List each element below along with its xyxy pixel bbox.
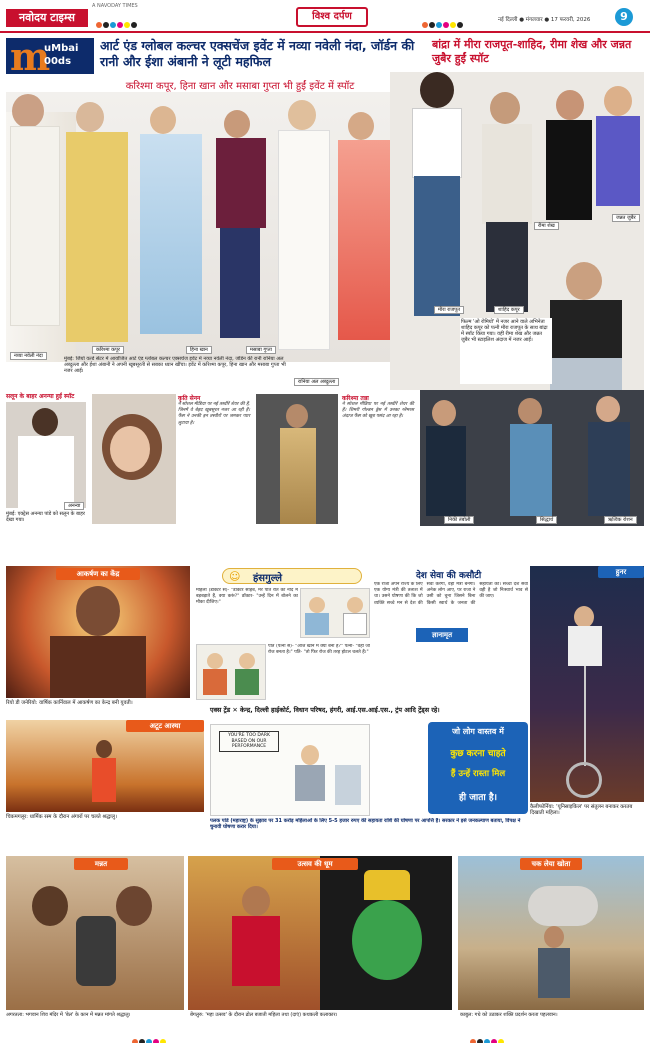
karishma-name: करिश्मा तन्ना [342, 395, 369, 402]
lead-photo-strip [6, 92, 424, 362]
karishma-photo [256, 394, 338, 524]
mumbai-badge: m uMbai 00ds [6, 38, 94, 74]
cartoon-headline: एक्स ट्रेंड ✕ केन्द्र, दिल्ली हाईकोर्ट, विधान परिषद, हंगरी, आई.एस.आई.एस., ट्रंप आदि ट्रेंड्स रहे। [210, 706, 440, 714]
lead-subhead: करिश्मा कपूर, हिना खान और मसाबा गुप्ता भी हुईं इवेंट में स्पॉट [125, 81, 355, 92]
masthead [0, 0, 650, 33]
bottom-color-dots [132, 1030, 167, 1043]
carnival-photo [6, 566, 190, 698]
page-number: 9 [615, 8, 633, 26]
cartoon-drawing [210, 724, 370, 816]
ananya-caption: मुंबई: एक्ट्रेस अनन्या पांडे को सलून के बाहर देखा गया। [6, 511, 85, 523]
hunar-caption: कैलीफोर्निया: 'यूनिसाइकिल' पर संतुलन बनाकर करतब दिखाती महिला। [530, 804, 633, 816]
quote-box: जो लोग वास्तव में कुछ करना चाहते हैं उन्हें रास्ता मिल ही जाता है। [428, 722, 528, 814]
hunar-title: हुनर [598, 566, 644, 578]
utsav-photo [188, 856, 452, 1010]
faith-title: अटूट आस्था [126, 720, 204, 732]
knowledge-badge: ज्ञानामृत [416, 628, 468, 642]
carnival-title: आकर्षण का केंद्र [56, 568, 140, 580]
joke-2: पति (पत्नी से)- "आज खाने में क्या बना है?" पत्नी- "वही जो रोज बनता है।" पति- "तो फिर रोज की तरह होटल चलते हैं।" [268, 644, 370, 656]
jokes-title: ☺ हंसगुल्ले [222, 568, 362, 584]
color-dots-left [96, 13, 138, 32]
kriti-photo [92, 394, 176, 524]
knowledge-title: देश सेवा की कसौटी [416, 571, 482, 581]
section-title: विश्व दर्पण [296, 7, 368, 27]
joke-2-cartoon [196, 644, 266, 700]
chaklaya-caption: काबुल: गधे को उठाकर शक्ति प्रदर्शन करता पहलवान। [460, 1012, 558, 1018]
lead-caption: मुंबई: जियो वर्ल्ड सेंटर में आयोजित आर्ट एंड ग्लोबल कल्चर एक्सचेंज इवेंट में नव्या नवेली नंदा, जॉर्डन की रानी रानिया अल अब्दुल्ला और ईशा अंबानी ने अपनी खूबसूरती से सबका ध्यान खींचा। इवेंट में करिश्मा कपूर, हिना खान और मसाबा गुप्ता भी नजर आईं। [64, 356, 286, 374]
carnival-caption: रियो डी जनेरियो: वार्षिक कार्निवाल में आकर्षण का केन्द्र बनी युवती। [6, 700, 133, 706]
airport-photo [420, 390, 644, 526]
lead-headline: आर्ट एंड ग्लोबल कल्चर एक्सचेंज इवेंट में नव्या नवेली नंदा, जॉर्डन की रानी और ईशा अंबानी ने लूटी महफिल [100, 38, 415, 69]
label-ananya: अनन्या [64, 502, 84, 510]
label-shahid: शाहिद कपूर [494, 306, 524, 314]
label-hrithik: ऋत्विक रोशन [604, 516, 637, 524]
bandra-caption: फिल्म 'ओ रोमियो' में नजर आने वाले अभिनेता शाहिद कपूर को पत्नी मीरा राजपूत के साथ बांद्रा में स्पॉट किया गया। वहीं रीमा शेख और जन्नत जुबैर भी स्टाइलिश अंदाज में नजर आईं। [460, 318, 552, 384]
joke-1-cartoon [300, 588, 370, 638]
utsav-title: उत्सव की धूम [272, 858, 358, 870]
label-siddharth: सिद्धार्थ [536, 516, 557, 524]
dateline: नई दिल्ली ● मंगलवार ● 17 फरवरी, 2026 [498, 17, 591, 23]
bandra-headline: बांद्रा में मीरा राजपूत-शाहिद, रीमा शेख और जन्नत जुबैर हुईं स्पॉट [432, 38, 632, 65]
chaklaya-photo [458, 856, 644, 1010]
cartoon-sign: YOU'RE TOO DARK BASED ON OUR PERFORMANCE [219, 731, 279, 752]
color-dots-right [422, 13, 464, 32]
utsav-caption: बेंगलुरु: 'महा उत्सव' के दौरान ढोल बजाती महिला तथा (दाएं) कथकली कलाकार। [190, 1012, 338, 1018]
faith-caption: चिकमगलूर: धार्मिक रस्म के दौरान अंगारों पर चलते श्रद्धालु। [6, 814, 118, 820]
joke-1: महिला (डॉक्टर से)- "डॉक्टर साहब, मेरे पति रात को नींद में बड़बड़ाते हैं, क्या करूं?" डॉक्टर- "उन्हें दिन में बोलने का मौका दीजिए।" [196, 588, 298, 606]
karishma-text-box [342, 394, 416, 524]
ananya-photo [6, 402, 86, 508]
logo: नवोदय टाइम्स [6, 9, 88, 27]
label-masaba: मसाबा गुप्ता [246, 346, 276, 354]
mannat-caption: अगरतला: भगवान शिव मंदिर में 'बेल' के कान में मन्नत मांगते श्रद्धालु। [6, 1012, 131, 1018]
chaklaya-title: चक लेया खोता [520, 858, 582, 870]
bottom-color-dots-right [470, 1030, 505, 1043]
label-nikki: निकी तंबोली [444, 516, 474, 524]
cartoon-caption: पलक पांडे (महाराष्ट्र) के सुझाव पर 31 करोड़ महिलाओं के लिए 5-5 हजार रुपए की सहायता राशि की घोषणा पर आपत्ति है। सरकार ने इसे जनकल्याण बताया, विपक्ष ने चुनावी घोषणा करार दिया। [210, 818, 521, 831]
label-reema: रीमा शेख [534, 222, 559, 230]
kriti-name: कृति सेनन [178, 395, 201, 402]
kriti-text: ने सोशल मीडिया पर नई तस्वीरें शेयर की हैं, जिनमें वे बेहद खूबसूरत नजर आ रही हैं। फैंस ने उनकी इन तस्वीरों पर जमकर प्यार लुटाया है। [178, 402, 250, 426]
kriti-text-box [178, 394, 252, 524]
label-karishma: करिश्मा कपूर [92, 346, 124, 354]
label-hina: हिना खान [186, 346, 212, 354]
knowledge-text: एक राजा अपने राज्य के लिए एक योग्य मंत्री की तलाश में था। उसने घोषणा की कि जो व्यक्ति सच्चे मन से देश की सेवा करेगा, वही मंत्री बनेगा। अनेक लोग आए, पर राजा ने उसी को चुना जिसने बिना किसी स्वार्थ के जनता की सहायता की। सच्ची देश सेवा वही है जो निःस्वार्थ भाव से की जाए। [374, 582, 528, 606]
faith-photo [6, 720, 204, 812]
label-jannat: जन्नत जुबैर [612, 214, 640, 222]
mannat-title: मन्नत [74, 858, 128, 870]
hunar-photo [530, 566, 644, 802]
label-mira: मीरा राजपूत [434, 306, 464, 314]
label-navya: नव्या नवेली नंदा [10, 352, 47, 360]
karishma-text: ने सोशल मीडिया पर नई तस्वीरें शेयर की हैं। शिमरी गोल्डन ड्रेस में उनका ग्लैमरस अंदाज फैंस को खूब पसंद आ रहा है। [342, 402, 414, 420]
label-rania: रानिया अल अब्दुल्ला [294, 378, 339, 386]
tagline: A NAVODAY TIMES [92, 3, 138, 9]
smiley-icon: ☺ [229, 570, 241, 583]
ananya-label: सलून के बाहर अनन्या हुईं स्पॉट [6, 393, 75, 400]
mannat-photo [6, 856, 184, 1010]
